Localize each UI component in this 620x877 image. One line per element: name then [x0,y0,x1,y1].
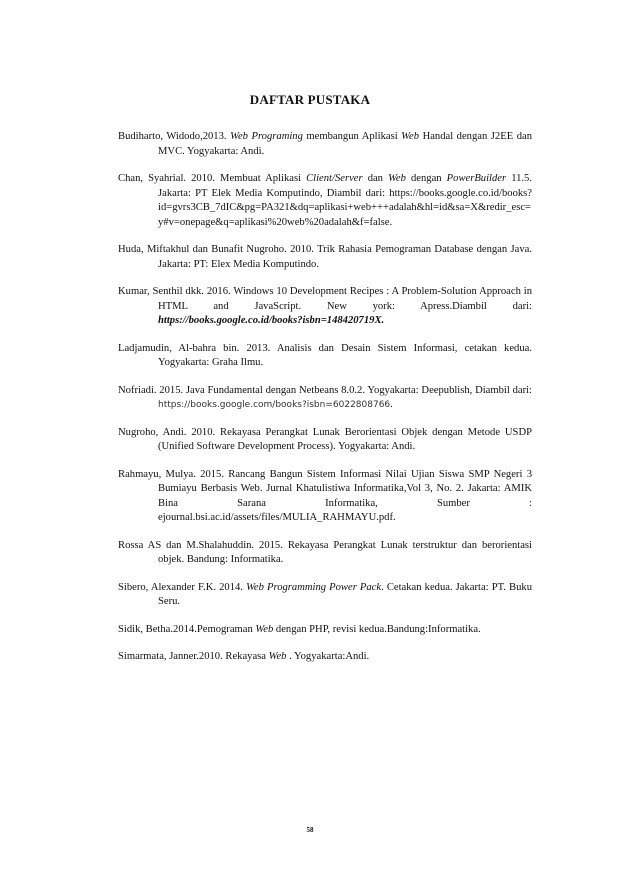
reference-item [118,243,532,272]
reference-item [118,342,532,371]
reference-italic-text: Web Programing [230,131,303,142]
reference-item [118,468,532,526]
reference-text: Kumar, Senthil dkk. 2016. Windows 10 Development Recipes : A Problem-Solution Approach in HTML and JavaScript. New york: Apress.Diambil dari: [118,286,532,312]
reference-text: . Cetakan kedua. Jakarta: PT. Buku Seru. [158,581,532,608]
reference-text: dengan [405,172,447,184]
reference-item [118,426,532,455]
reference-text: Sibero, Alexander F.K. 2014. [118,581,247,593]
reference-italic-text: PowerBuilder [446,172,507,184]
reference-italic-text: Client/Server [306,172,363,184]
reference-item [118,384,532,413]
reference-url-link[interactable]: https://books.google.com/books?isbn=6022808766 [158,400,391,411]
reference-text: Chan, Syahrial. 2010. Membuat Aplikasi [118,172,307,184]
reference-text: . [390,399,393,411]
reference-item [118,539,532,568]
reference-text: Nugroho, Andi. 2010. Rekayasa Perangkat Lunak Berorientasi Objek dengan Metode USDP (Unified Software Development Process). Yogyakarta: Andi. [118,426,532,453]
reference-text: Handal dengan J2EE dan MVC. Yogyakarta: Andi. [158,131,532,157]
reference-text: Budiharto, Widodo,2013. [118,131,231,142]
reference-text: Simarmata, Janner.2010. Rekayasa [118,651,269,663]
reference-text: Sidik, Betha.2014.Pemograman [118,623,256,635]
reference-list [118,130,532,678]
reference-italic-text: Web [401,131,420,142]
reference-text: 11.5. Jakarta: PT Elek Media Komputindo, Diambil dari: https://books.google.co.id/books?id=gvrs3CB_7dIC&pg=PA321&dq=aplikasi+web+++adalah&hl=id&sa=X&redir_esc=y#v=onepage&q=aplikasi%20web%20adalah&f=false. [158,172,532,228]
reference-item [118,172,532,230]
reference-text: Rahmayu, Mulya. 2015. Rancang Bangun Sistem Informasi Nilai Ujian Siswa SMP Negeri 3 Bumiayu Berbasis Web. Jurnal Khatulistiwa Informatika,Vol 3, No. 2. Jakarta: AMIK Bina Sarana Informatika, Sumber : ejournal.bsi.ac.id/assets/files/MULIA_RAHMAYU.pdf. [118,468,532,524]
reference-text: dan [362,172,389,184]
reference-item [118,650,532,665]
reference-url-link[interactable]: https://books.google.co.id/books?isbn=148420719X. [158,315,385,327]
reference-text: Ladjamudin, Al-bahra bin. 2013. Analisis dan Desain Sistem Informasi, cetakan kedua. Yogyakarta: Graha Ilmu. [118,342,532,369]
reference-italic-text: Web [388,172,406,184]
reference-text: Nofriadi. 2015. Java Fundamental dengan Netbeans 8.0.2. Yogyakarta: Deepublish, Diambil dari: [118,384,532,396]
reference-text: Huda, Miftakhul dan Bunafit Nugroho. 2010. Trik Rahasia Pemograman Database dengan Java. Jakarta: PT: Elex Media Komputindo. [118,244,532,270]
reference-italic-text: Web Programming Power Pack [246,581,382,593]
reference-italic-text: Web [268,651,287,663]
reference-item [118,623,532,638]
reference-item [118,285,532,329]
reference-text: membangun Aplikasi [302,131,402,142]
page-title: DAFTAR PUSTAKA [249,92,371,107]
reference-text: Rossa AS dan M.Shalahuddin. 2015. Rekayasa Perangkat Lunak terstruktur dan berorientasi objek. Bandung: Informatika. [118,539,532,566]
reference-text: . Yogyakarta:Andi. [286,651,370,663]
reference-item [118,581,532,610]
page-number: 58 [306,826,314,834]
reference-text: dengan PHP, revisi kedua.Bandung:Informatika. [273,623,481,635]
reference-item [118,130,532,159]
reference-italic-text: Web [255,623,274,635]
